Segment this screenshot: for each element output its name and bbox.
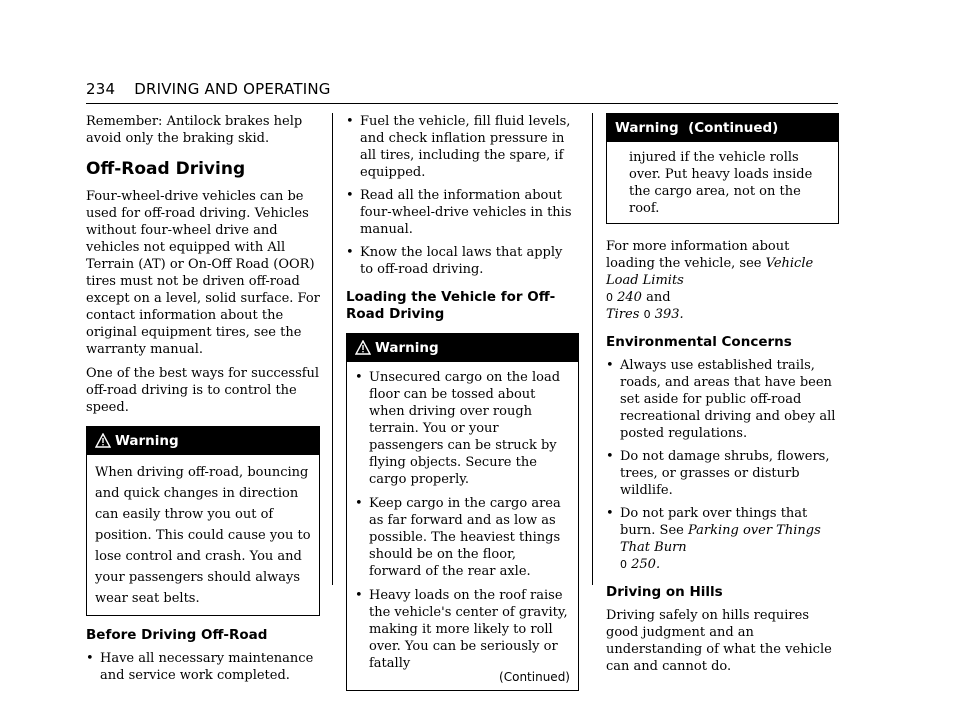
paragraph: For more information about loading the vehicle, see Vehicle Load Limits 0 240 and Tires 0 393. xyxy=(606,239,814,322)
cross-reference-link[interactable]: Parking over Things That Burn xyxy=(620,523,821,555)
warning-box xyxy=(86,426,320,616)
page-ref[interactable]: 240 xyxy=(617,290,642,305)
bullet-list xyxy=(355,369,570,672)
heading-loading-vehicle: Loading the Vehicle for Off-Road Driving xyxy=(346,289,556,322)
column-1 xyxy=(86,113,320,690)
bullet-list xyxy=(346,113,579,278)
heading-before-driving-off-road: Before Driving Off-Road xyxy=(86,627,268,643)
page-ref-arrow-icon: 0 xyxy=(643,308,651,321)
page-ref-arrow-icon: 0 xyxy=(620,558,627,571)
bullet-icon: • xyxy=(355,370,363,385)
heading-off-road-driving: Off-Road Driving xyxy=(86,159,246,179)
bullet-icon: • xyxy=(355,588,363,603)
column-3 xyxy=(606,113,839,682)
bullet-icon: • xyxy=(606,358,614,373)
warning-text: When driving off-road, bouncing and quick changes in direction can easily throw you out of position. This could cause you to lose control and crash. You and your passengers should always wear seat belts. xyxy=(95,465,311,606)
list-item: • Read all the information about four-wheel-drive vehicles in this manual. xyxy=(346,188,572,237)
warning-box xyxy=(346,333,579,691)
bullet-icon: • xyxy=(346,245,354,260)
warning-title: Warning xyxy=(375,340,439,356)
cross-reference-link[interactable]: Vehicle Load Limits xyxy=(606,256,814,288)
list-item: • Always use established trails, roads, and areas that have been set aside for public off-road recreational driving and obey all posted regulations. xyxy=(606,358,836,441)
warning-triangle-icon xyxy=(95,433,111,448)
warning-header xyxy=(607,114,838,142)
paragraph: Driving safely on hills requires good judgment and an understanding of what the vehicle can and cannot do. xyxy=(606,608,832,674)
section-title: DRIVING AND OPERATING xyxy=(134,80,331,98)
intro-text: Remember: Antilock brakes help avoid only the braking skid. xyxy=(86,114,303,146)
page-ref-arrow-icon: 0 xyxy=(606,291,613,304)
warning-triangle-icon xyxy=(355,340,371,355)
bullet-icon: • xyxy=(346,188,354,203)
page-header xyxy=(86,80,838,98)
bullet-icon: • xyxy=(355,496,363,511)
column-2 xyxy=(346,113,579,701)
list-item: • Do not damage shrubs, flowers, trees, or grasses or disturb wildlife. xyxy=(606,449,830,498)
bullet-list xyxy=(606,357,839,573)
heading-environmental-concerns: Environmental Concerns xyxy=(606,334,792,350)
warning-body xyxy=(87,455,319,615)
paragraph: Four-wheel-drive vehicles can be used for off-road driving. Vehicles without four-wheel drive and vehicles not equipped with All Terrain (AT) or On-Off Road (OOR) tires must not be driven off-road except on a level, solid surface. For contact information about the original equipment tires, see the warranty manual. xyxy=(86,189,320,357)
warning-text: injured if the vehicle rolls over. Put heavy loads inside the cargo area, not on the roof. xyxy=(629,150,813,216)
warning-title: Warning (Continued) xyxy=(615,120,779,136)
cross-reference-link[interactable]: Tires xyxy=(606,307,640,322)
column-divider xyxy=(592,113,593,585)
bullet-icon: • xyxy=(86,651,94,666)
bullet-list xyxy=(86,650,320,684)
list-item: • Keep cargo in the cargo area as far forward and as low as possible. The heaviest things should be on the floor, forward of the rear axle. xyxy=(355,496,561,579)
list-item: • Unsecured cargo on the load floor can be tossed about when driving over rough terrain. You or your passengers can be struck by flying objects. Secure the cargo properly. xyxy=(355,370,561,487)
warning-body xyxy=(347,362,578,690)
header-rule xyxy=(86,103,838,104)
column-divider xyxy=(332,113,333,585)
list-item: • Know the local laws that apply to off-road driving. xyxy=(346,245,563,277)
warning-title: Warning xyxy=(115,433,179,449)
list-item: • Do not park over things that burn. See Parking over Things That Burn 0 250. xyxy=(606,506,821,572)
page-ref[interactable]: 393 xyxy=(654,307,680,322)
list-item: • Heavy loads on the roof raise the vehicle's center of gravity, making it more likely to roll over. You can be seriously or fatally xyxy=(355,588,568,671)
page-ref[interactable]: 250 xyxy=(631,557,656,572)
page-number: 234 xyxy=(86,80,116,98)
paragraph: One of the best ways for successful off-road driving is to control the speed. xyxy=(86,366,320,415)
warning-header xyxy=(347,334,578,362)
list-item: • Fuel the vehicle, fill fluid levels, and check inflation pressure in all tires, including the spare, if equipped. xyxy=(346,114,571,180)
list-item: • Have all necessary maintenance and service work completed. xyxy=(86,651,314,683)
warning-header xyxy=(87,427,319,455)
continued-label: (Continued) xyxy=(499,670,570,684)
heading-driving-on-hills: Driving on Hills xyxy=(606,584,723,600)
warning-box xyxy=(606,113,839,224)
bullet-icon: • xyxy=(606,449,614,464)
bullet-icon: • xyxy=(606,506,614,521)
warning-body xyxy=(607,142,838,223)
bullet-icon: • xyxy=(346,114,354,129)
